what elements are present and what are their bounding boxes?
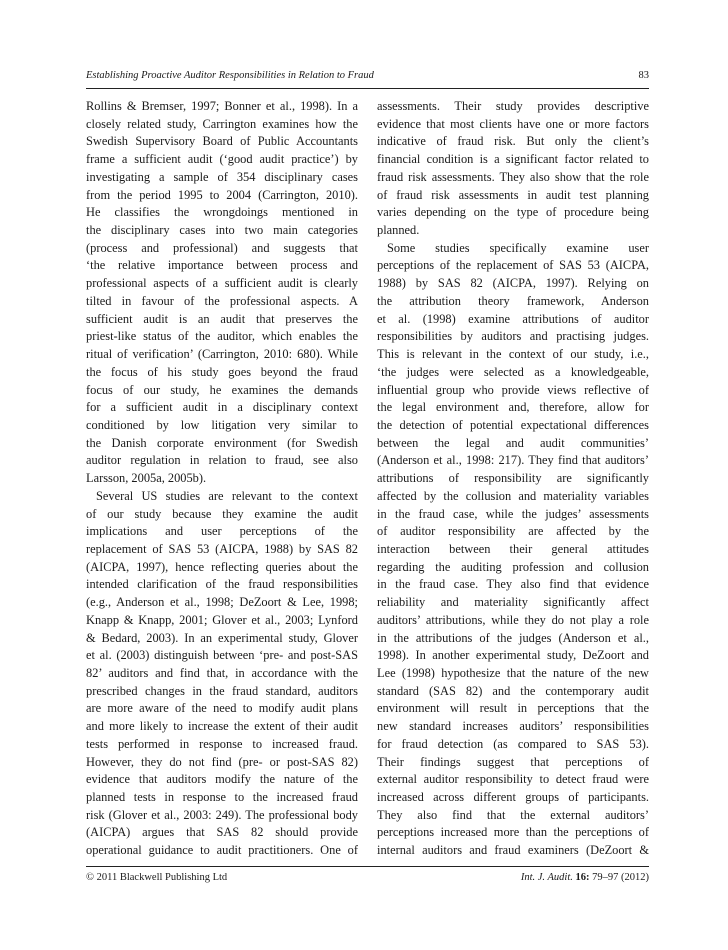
left-column-line: ritual of verification’ (Carrington, 2010: 680). While [86,347,358,362]
journal-citation [521,872,649,883]
running-header [86,70,649,86]
right-column-line: affected by the collusion and materiality variables [377,488,649,503]
journal-pages: 79–97 (2012) [592,872,649,883]
left-column-line: & Bedard, 2003). In an experimental study, Glover [86,630,358,645]
right-column-line [377,860,649,862]
left-column-line: tests performed in response to increased fraud. [86,736,358,751]
left-column-line: investigating a sample of 354 disciplinary cases [86,169,358,184]
right-column-line: increased across different groups of participants. [377,790,649,805]
right-column-line: the attribution theory framework, Anderson [377,293,649,308]
left-column-line: from the period 1995 to 2004 (Carrington, 2010). [86,187,358,202]
right-column-line: assessments. Their study provides descriptive [377,99,649,113]
right-column-line: indicative of fraud risk. But only the client’s [377,134,649,149]
left-column-line: the focus of his study goes beyond the fraud [86,364,358,379]
right-column-line: et al. (1998) examine attributions of auditor [377,311,649,326]
left-column-line [86,860,358,862]
right-column-line: the legal environment and, therefore, allow for [377,400,649,415]
left-column-line: (e.g., Anderson et al., 1998; DeZoort & Lee, 1998; [86,595,358,610]
right-column-line: regarding the auditing profession and collusion [377,559,649,574]
right-column-line: financial condition is a significant factor related to [377,152,649,167]
header-rule [86,88,649,89]
right-column-line: in the fraud case. They also find that evidence [377,577,649,592]
left-column-line: 82’ auditors and find that, in accordance with the [86,666,358,680]
right-column-line: environment will result in perceptions that the [377,701,649,716]
right-column-line: ‘the judges were selected as a knowledgeable, [377,364,649,379]
right-column-line: the detection of potential expectational differences [377,417,649,432]
journal-name: Int. J. Audit. [520,872,573,883]
left-column-line: conditioned by low litigation very similar to [86,417,358,432]
left-column-line: priest-like status of the auditor, which enables the [86,329,358,344]
right-column-line: external auditor responsibility to detect fraud were [377,772,649,787]
left-column-line: (AICPA, 1997), hence reflecting queries about the [86,559,358,574]
left-column-line: replacement of SAS 53 (AICPA, 1988) by SAS 82 [86,541,358,556]
right-column-line: interaction between their general attitudes [377,541,649,556]
right-column-line: in the attributions of the judges (Anderson et al., [377,630,649,645]
right-column-line: planned. [377,223,420,238]
left-column-line: sufficient audit is an audit that preserves the [86,311,358,326]
right-column-line: perceptions increased more than the perceptions of [377,825,649,840]
left-column-line: et al. (2003) distinguish between ‘pre- and post-SAS [86,648,358,663]
right-column-line: varies depending on the type of procedure being [377,205,649,220]
copyright-notice: © 2011 Blackwell Publishing Ltd [86,872,228,883]
left-column-line: of our study because they examine the audit [86,506,358,521]
left-column-line: He classifies the wrongdoings mentioned in [86,205,358,220]
left-column-line: and more likely to increase the extent of their audit [86,719,358,734]
left-column-line: ‘the relative importance between process and [86,258,358,273]
page-number: 83 [638,70,649,81]
left-column-line: evidence that auditors modify the nature of the [86,772,358,787]
page-footer [86,872,649,888]
right-column-line: reliability and materiality significantly affect [377,595,649,610]
right-column-line: Lee (1998) hypothesize that the nature of the new [377,666,649,680]
left-column [86,98,358,862]
left-column-line: implications and user perceptions of the [86,524,358,539]
left-column-line: intended clarification of the fraud responsibilities [86,577,358,592]
left-column-line: frame a sufficient audit (‘good audit practice’) by [86,152,358,167]
right-column-line: of auditor responsibility are affected by the [377,524,649,539]
left-column-line: planned tests in response to the increased fraud [86,790,358,805]
running-title: Establishing Proactive Auditor Responsibilities in Relation to Fraud [86,70,374,81]
left-column-line: However, they do not find (pre- or post-SAS 82) [86,754,358,769]
right-column-line: for fraud detection (as compared to SAS 53). [377,736,649,751]
right-column-line: auditors’ attributions, while they do not play a role [377,612,649,627]
left-column-line: auditor regulation in relation to fraud, see also [86,453,358,468]
journal-volume: 16: [575,872,590,883]
left-column-line: Knapp & Knapp, 2001; Glover et al., 2003; Lynford [86,612,358,627]
right-column-line: perceptions of the replacement of SAS 53 (AICPA, [377,258,649,273]
left-column-line: (AICPA) argues that SAS 82 should provide [86,825,358,840]
left-column-line: tilted in favour of the professional aspects. A [86,293,358,308]
footer-rule [86,866,649,867]
right-column-line: fraud risk assessments. They also show that the role [377,169,649,184]
left-column-line: (process and professional) and suggests that [86,240,358,255]
left-column-line: closely related study, Carrington examines how the [86,116,358,131]
left-column-line: risk (Glover et al., 2003: 249). The professional body [86,807,358,822]
left-column-line: operational guidance to audit practitioners. One of [86,843,358,858]
left-column-line: professional aspects of a sufficient audit is clearly [86,276,358,291]
right-column-line: standard (SAS 82) and the contemporary audit [377,683,649,698]
left-column-line: prescribed changes in the fraud standard, auditors [86,683,358,698]
left-column-line: for a sufficient audit in a disciplinary context [86,400,358,415]
right-column-line: influential group who provide views reflective of [377,382,649,397]
right-column-line: 1988) by SAS 82 (AICPA, 1997). Relying on [377,276,649,291]
right-column-line: (Anderson et al., 1998: 217). They find that auditors’ [377,453,649,468]
left-column-line: focus of our study, he examines the demands [86,382,358,397]
left-column-line: Rollins & Bremser, 1997; Bonner et al., 1998). In a [86,99,358,113]
right-column-line: Some studies specifically examine user [387,240,649,255]
right-column-line: between the legal and audit communities’ [377,435,649,450]
left-column-line: the Danish corporate environment (for Swedish [86,435,358,450]
left-column-line: are more aware of the need to modify audit plans [86,701,358,716]
left-column-line: Several US studies are relevant to the context [96,488,358,503]
right-column [377,98,649,862]
right-column-line: new standard increases auditors’ responsibilities [377,719,649,734]
right-column-line: responsibilities by auditors and practising judges. [377,329,649,344]
left-column-line: Larsson, 2005a, 2005b). [86,471,207,486]
right-column-line: Their findings suggest that perceptions of [377,754,649,769]
right-column-line: internal auditors and fraud examiners (DeZoort & [377,843,649,858]
right-column-line: of fraud risk assessments in audit test planning [377,187,649,202]
right-column-line: attributions of responsibility are significantly [377,471,649,486]
left-column-line: the disciplinary cases into two main categories [86,223,358,238]
right-column-line: 1998). In another experimental study, DeZoort and [377,648,649,663]
right-column-line: They also find that the external auditors’ [377,807,649,822]
right-column-line: in the fraud case, while the judges’ assessments [377,506,649,521]
right-column-line: This is relevant in the context of our study, i.e., [377,347,649,362]
left-column-line: Swedish Supervisory Board of Public Accountants [86,134,358,149]
right-column-line: evidence that most clients have one or more factors [377,116,649,131]
